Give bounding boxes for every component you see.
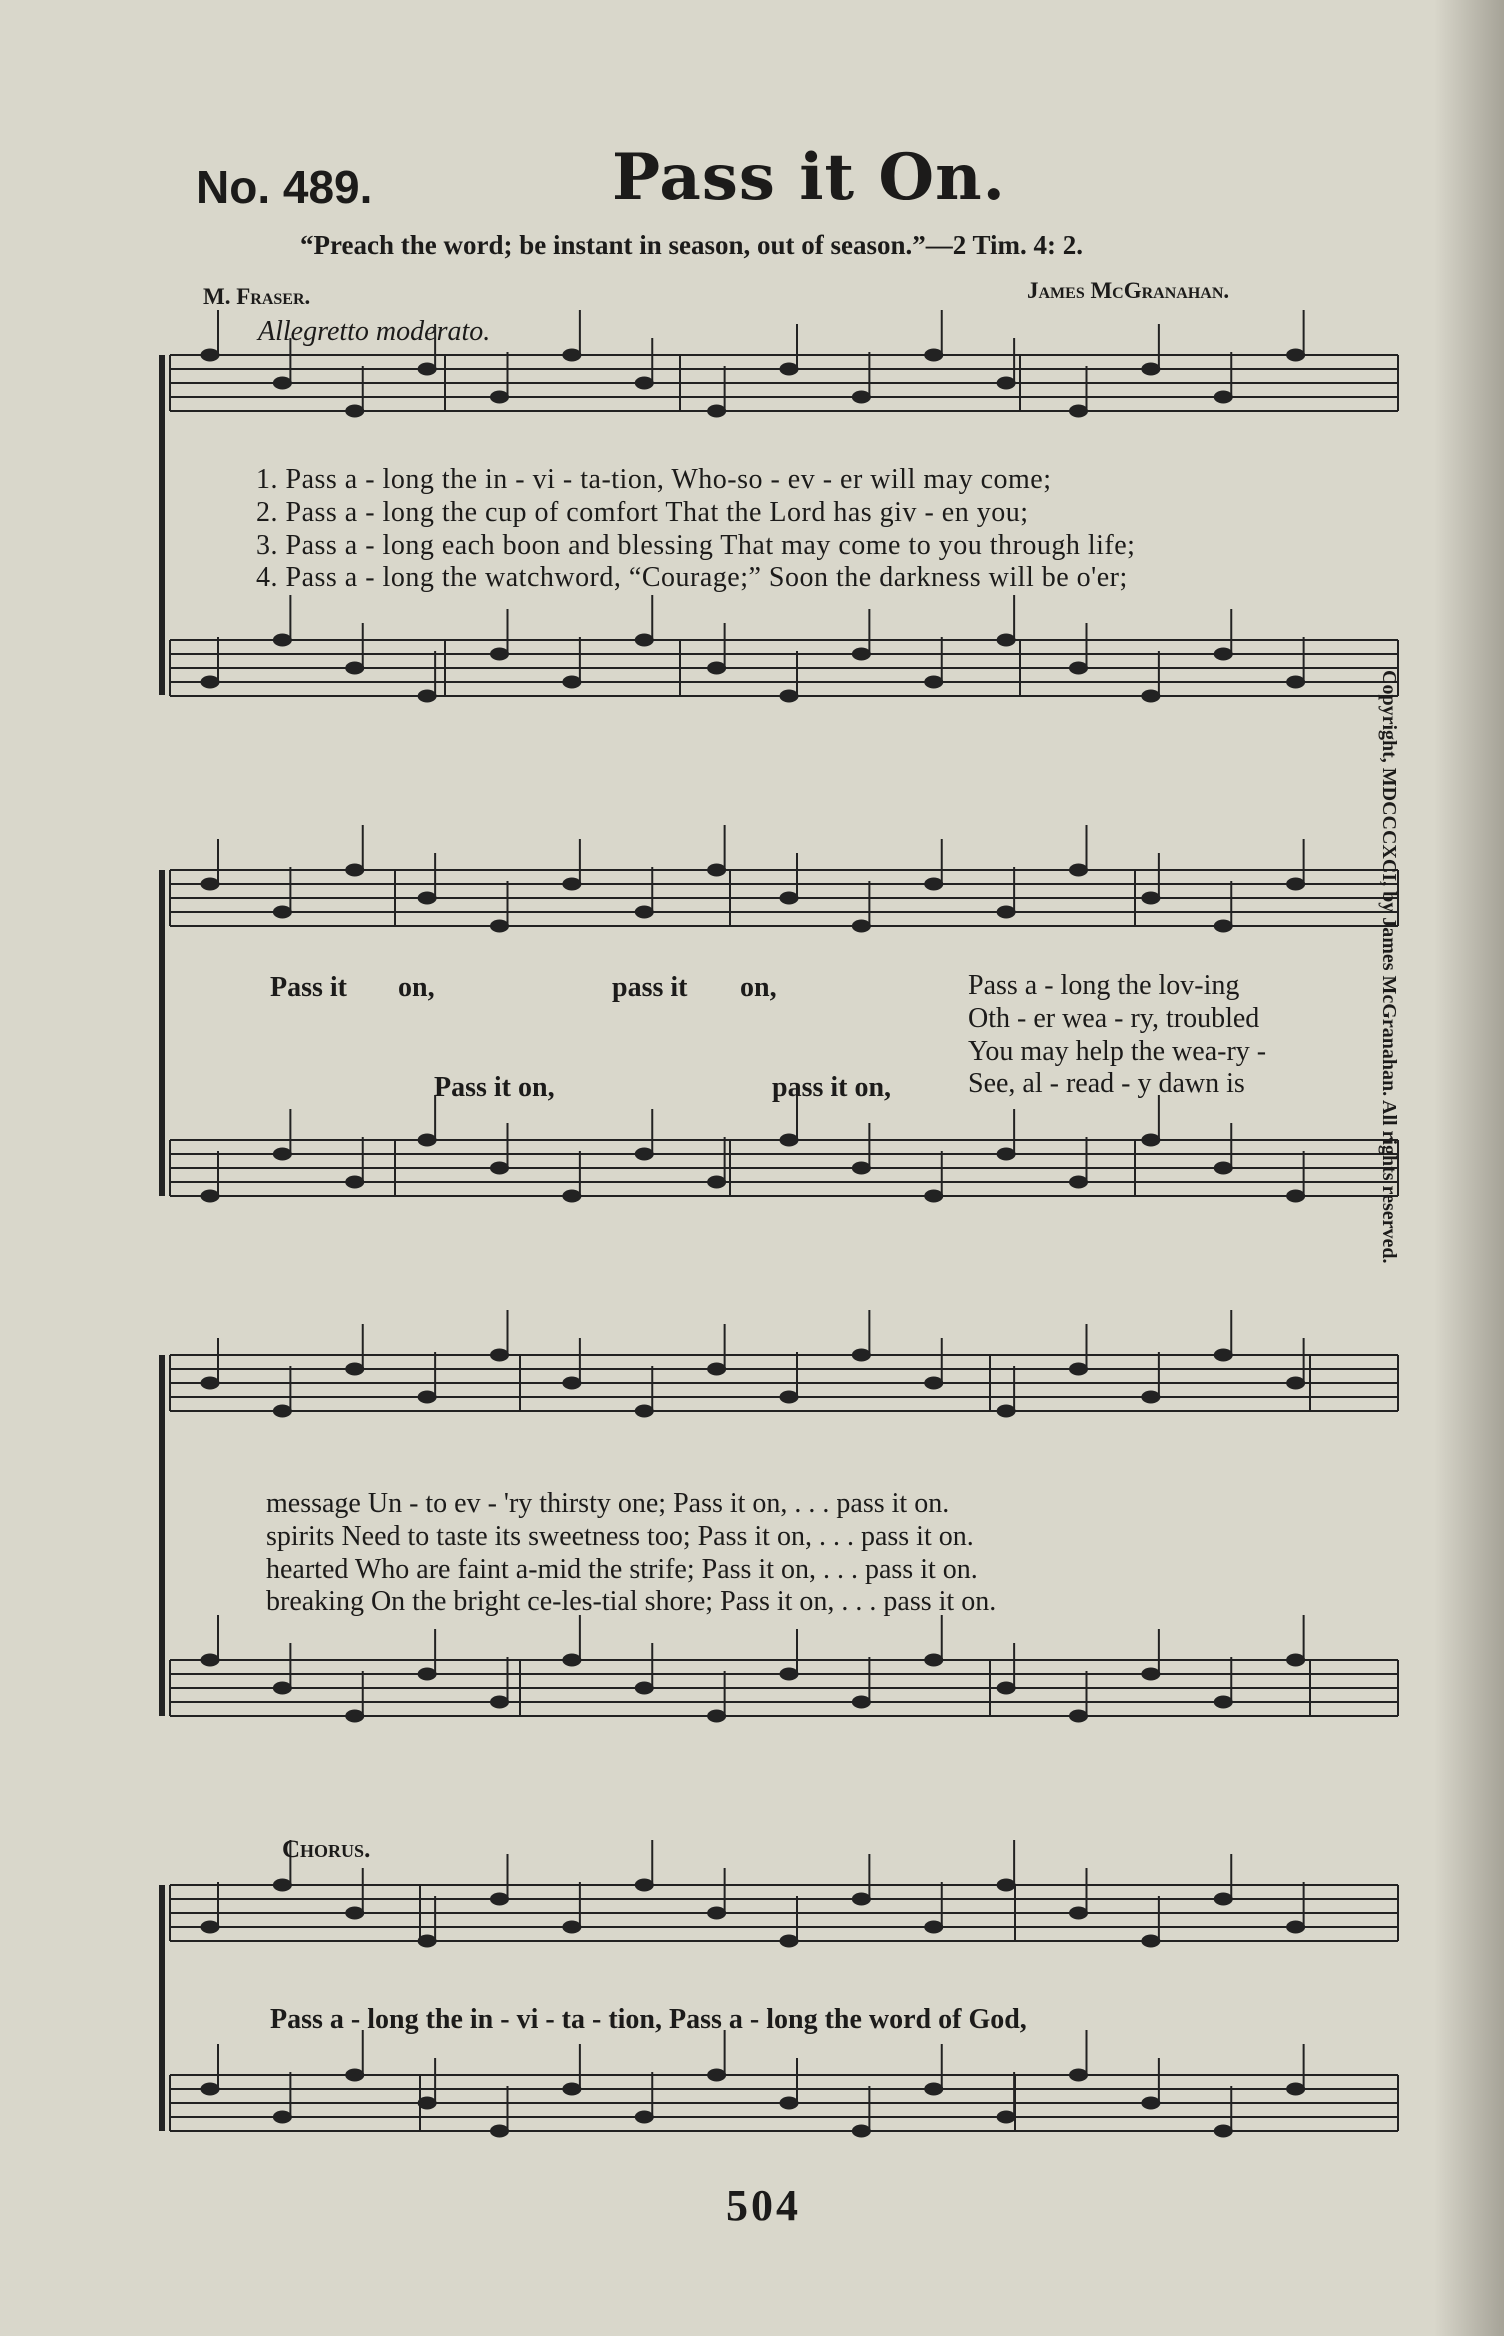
note-head: [201, 2083, 219, 2095]
chorus-label: Chorus.: [282, 1836, 371, 1863]
note-head: [346, 1176, 364, 1188]
note-head: [563, 878, 581, 890]
note-head: [1142, 690, 1160, 702]
copyright-notice: Copyright, MDCCCXCI, by James McGranahan. All rights reserved.: [1378, 670, 1400, 1264]
note-head: [780, 1134, 798, 1146]
note-head: [852, 2125, 870, 2137]
note-head: [708, 1907, 726, 1919]
note-head: [1142, 363, 1160, 375]
note-head: [708, 1710, 726, 1722]
note-head: [418, 892, 436, 904]
note-head: [1142, 1134, 1160, 1146]
note-head: [780, 1391, 798, 1403]
note-head: [1214, 648, 1232, 660]
note-head: [346, 2069, 364, 2081]
note-head: [201, 349, 219, 361]
hymn-title: Pass it On.: [612, 140, 1006, 215]
note-head: [201, 1190, 219, 1202]
note-head: [708, 662, 726, 674]
verse-2-line-c: spirits Need to taste its sweetness too; Pass it on, . . . pass it on.: [266, 1521, 974, 1552]
verse-1-line-a: 1. Pass a - long the in - vi - ta-tion, Who-so - ev - er will may come;: [256, 464, 1052, 495]
note-head: [1214, 2125, 1232, 2137]
note-head: [997, 634, 1015, 646]
note-head: [925, 349, 943, 361]
note-head: [346, 405, 364, 417]
verse-4-line-a: 4. Pass a - long the watchword, “Courage;” Soon the darkness will be o'er;: [256, 562, 1128, 593]
note-head: [708, 2069, 726, 2081]
note-head: [346, 1710, 364, 1722]
note-head: [273, 377, 291, 389]
note-head: [491, 1162, 509, 1174]
note-head: [273, 1682, 291, 1694]
note-head: [708, 1363, 726, 1375]
chorus-lyrics: Pass a - long the in - vi - ta - tion, Pass a - long the word of God,: [270, 2004, 1027, 2035]
note-head: [418, 1134, 436, 1146]
note-head: [346, 662, 364, 674]
verse-2-line-a: 2. Pass a - long the cup of comfort That the Lord has giv - en you;: [256, 497, 1029, 528]
note-head: [273, 2111, 291, 2123]
verse-3-line-b: You may help the wea-ry -: [968, 1036, 1267, 1067]
note-head: [1287, 1190, 1305, 1202]
composer-credit: James McGranahan.: [1027, 278, 1230, 303]
note-head: [852, 1349, 870, 1361]
verse-2-line-b: Oth - er wea - ry, troubled: [968, 1003, 1260, 1034]
note-head: [780, 690, 798, 702]
note-head: [563, 1190, 581, 1202]
bass-pass-it-on: Pass it on,: [434, 1072, 555, 1103]
page-number: 504: [726, 2181, 801, 2230]
note-head: [563, 1654, 581, 1666]
note-head: [635, 1405, 653, 1417]
note-head: [1287, 676, 1305, 688]
note-head: [1142, 1391, 1160, 1403]
note-head: [997, 1879, 1015, 1891]
note-head: [491, 1349, 509, 1361]
note-head: [852, 1893, 870, 1905]
note-head: [1070, 1710, 1088, 1722]
note-head: [418, 363, 436, 375]
note-head: [1070, 2069, 1088, 2081]
note-head: [563, 1921, 581, 1933]
note-head: [418, 2097, 436, 2109]
verse-1-line-c: message Un - to ev - 'ry thirsty one; Pass it on, . . . pass it on.: [266, 1488, 950, 1519]
note-head: [925, 878, 943, 890]
note-head: [997, 1148, 1015, 1160]
note-head: [852, 648, 870, 660]
refrain-on-2: on,: [740, 972, 777, 1003]
note-head: [852, 920, 870, 932]
note-head: [852, 1162, 870, 1174]
note-head: [1214, 1162, 1232, 1174]
note-head: [1070, 405, 1088, 417]
note-head: [418, 1391, 436, 1403]
note-head: [563, 2083, 581, 2095]
note-head: [997, 1682, 1015, 1694]
note-head: [418, 690, 436, 702]
note-head: [1142, 1668, 1160, 1680]
note-head: [925, 1654, 943, 1666]
note-head: [1214, 391, 1232, 403]
note-head: [635, 1682, 653, 1694]
note-head: [491, 1696, 509, 1708]
note-head: [273, 906, 291, 918]
note-head: [780, 1668, 798, 1680]
note-head: [563, 1377, 581, 1389]
bass-pass-it-on-2: pass it on,: [772, 1072, 892, 1103]
note-head: [635, 1879, 653, 1891]
note-head: [1070, 1907, 1088, 1919]
note-head: [1287, 1654, 1305, 1666]
verse-3-line-a: 3. Pass a - long each boon and blessing That may come to you through life;: [256, 530, 1136, 561]
note-head: [925, 2083, 943, 2095]
note-head: [780, 363, 798, 375]
note-head: [273, 634, 291, 646]
verse-4-line-b: See, al - read - y dawn is: [968, 1068, 1245, 1099]
verse-3-line-c: hearted Who are faint a-mid the strife; Pass it on, . . . pass it on.: [266, 1554, 978, 1585]
note-head: [635, 634, 653, 646]
note-head: [201, 1654, 219, 1666]
verse-4-line-c: breaking On the bright ce-les-tial shore; Pass it on, . . . pass it on.: [266, 1586, 997, 1617]
note-head: [1142, 892, 1160, 904]
note-head: [1070, 1176, 1088, 1188]
note-head: [708, 864, 726, 876]
note-head: [1142, 1935, 1160, 1947]
note-head: [780, 892, 798, 904]
note-head: [418, 1935, 436, 1947]
note-head: [708, 1176, 726, 1188]
note-head: [1287, 1921, 1305, 1933]
note-head: [273, 1879, 291, 1891]
note-head: [635, 906, 653, 918]
note-head: [925, 676, 943, 688]
note-head: [780, 1935, 798, 1947]
refrain-pass-it-2: pass it: [612, 972, 688, 1003]
note-head: [1214, 1893, 1232, 1905]
note-head: [201, 878, 219, 890]
note-head: [491, 391, 509, 403]
note-head: [1287, 878, 1305, 890]
note-head: [1070, 1363, 1088, 1375]
note-head: [491, 920, 509, 932]
note-head: [491, 648, 509, 660]
note-head: [635, 1148, 653, 1160]
note-head: [346, 1907, 364, 1919]
refrain-pass-it: Pass it: [270, 972, 347, 1003]
note-head: [418, 1668, 436, 1680]
scripture-reference: “Preach the word; be instant in season, out of season.”—2 Tim. 4: 2.: [300, 230, 1084, 260]
note-head: [201, 676, 219, 688]
note-head: [635, 2111, 653, 2123]
note-head: [925, 1377, 943, 1389]
note-head: [1287, 1377, 1305, 1389]
note-head: [1214, 920, 1232, 932]
note-head: [201, 1377, 219, 1389]
note-head: [780, 2097, 798, 2109]
note-head: [201, 1921, 219, 1933]
note-head: [1287, 349, 1305, 361]
note-head: [852, 391, 870, 403]
note-head: [1214, 1696, 1232, 1708]
note-head: [635, 377, 653, 389]
hymn-number: No. 489.: [196, 161, 373, 213]
note-head: [346, 1363, 364, 1375]
note-head: [997, 906, 1015, 918]
note-head: [925, 1921, 943, 1933]
note-head: [708, 405, 726, 417]
note-head: [852, 1696, 870, 1708]
note-head: [997, 377, 1015, 389]
note-head: [491, 2125, 509, 2137]
tempo-marking: Allegretto moderato.: [258, 316, 491, 347]
note-head: [1287, 2083, 1305, 2095]
note-head: [1214, 1349, 1232, 1361]
note-head: [346, 864, 364, 876]
verse-1-line-b: Pass a - long the lov-ing: [968, 970, 1240, 1001]
note-head: [563, 676, 581, 688]
note-head: [563, 349, 581, 361]
note-head: [925, 1190, 943, 1202]
note-head: [1142, 2097, 1160, 2109]
note-head: [491, 1893, 509, 1905]
note-head: [997, 2111, 1015, 2123]
note-head: [273, 1405, 291, 1417]
note-head: [1070, 662, 1088, 674]
note-head: [997, 1405, 1015, 1417]
note-head: [1070, 864, 1088, 876]
refrain-on: on,: [398, 972, 435, 1003]
note-head: [273, 1148, 291, 1160]
lyricist-credit: M. Fraser.: [203, 284, 311, 309]
